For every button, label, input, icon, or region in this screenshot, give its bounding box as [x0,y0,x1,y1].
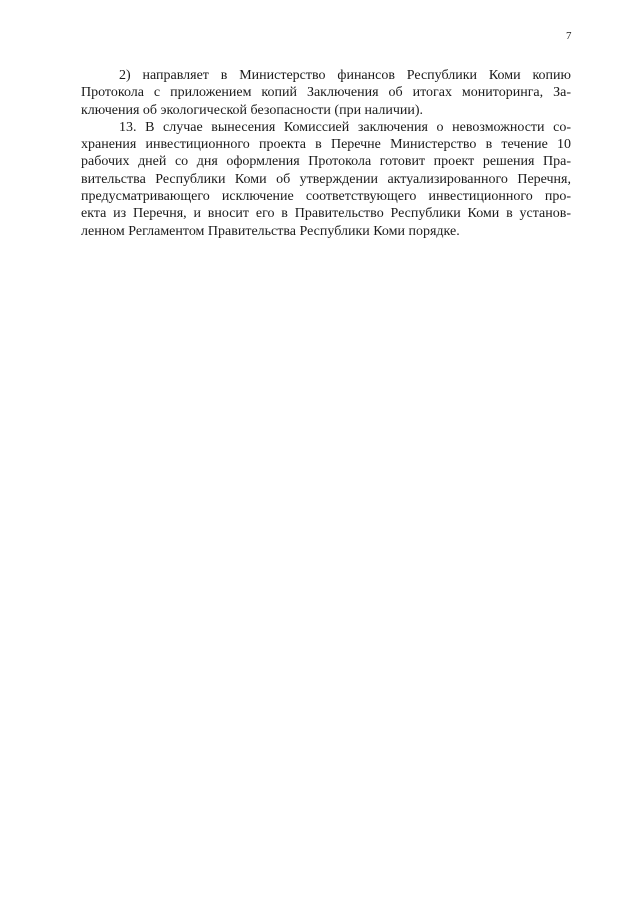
paragraph-line: Протокола с приложением копий Заключения об итогах мониторинга, За- [81,85,571,101]
paragraph-line: 13. В случае вынесения Комиссией заключения о невозможности со- [119,119,571,135]
paragraph-line: вительства Республики Коми об утверждении актуализированного Перечня, [81,171,571,187]
paragraph-line: ключения об экологической безопасности (при наличии). [81,102,424,118]
paragraph-item-13 [81,119,571,240]
paragraph-line: предусматривающего исключение соответствующего инвестиционного про- [81,189,571,205]
paragraph-line: екта из Перечня, и вносит его в Правительство Республики Коми в установ- [81,206,571,222]
document-body [81,67,571,240]
paragraph-line: рабочих дней со дня оформления Протокола готовит проект решения Пра- [81,154,571,170]
page-number: 7 [566,30,572,42]
paragraph-line: 2) направляет в Министерство финансов Республики Коми копию [119,68,571,83]
paragraph-line: хранения инвестиционного проекта в Перечне Министерство в течение 10 [81,137,571,153]
paragraph-item-2 [81,67,571,119]
paragraph-line: ленном Регламентом Правительства Республики Коми порядке. [81,223,460,239]
